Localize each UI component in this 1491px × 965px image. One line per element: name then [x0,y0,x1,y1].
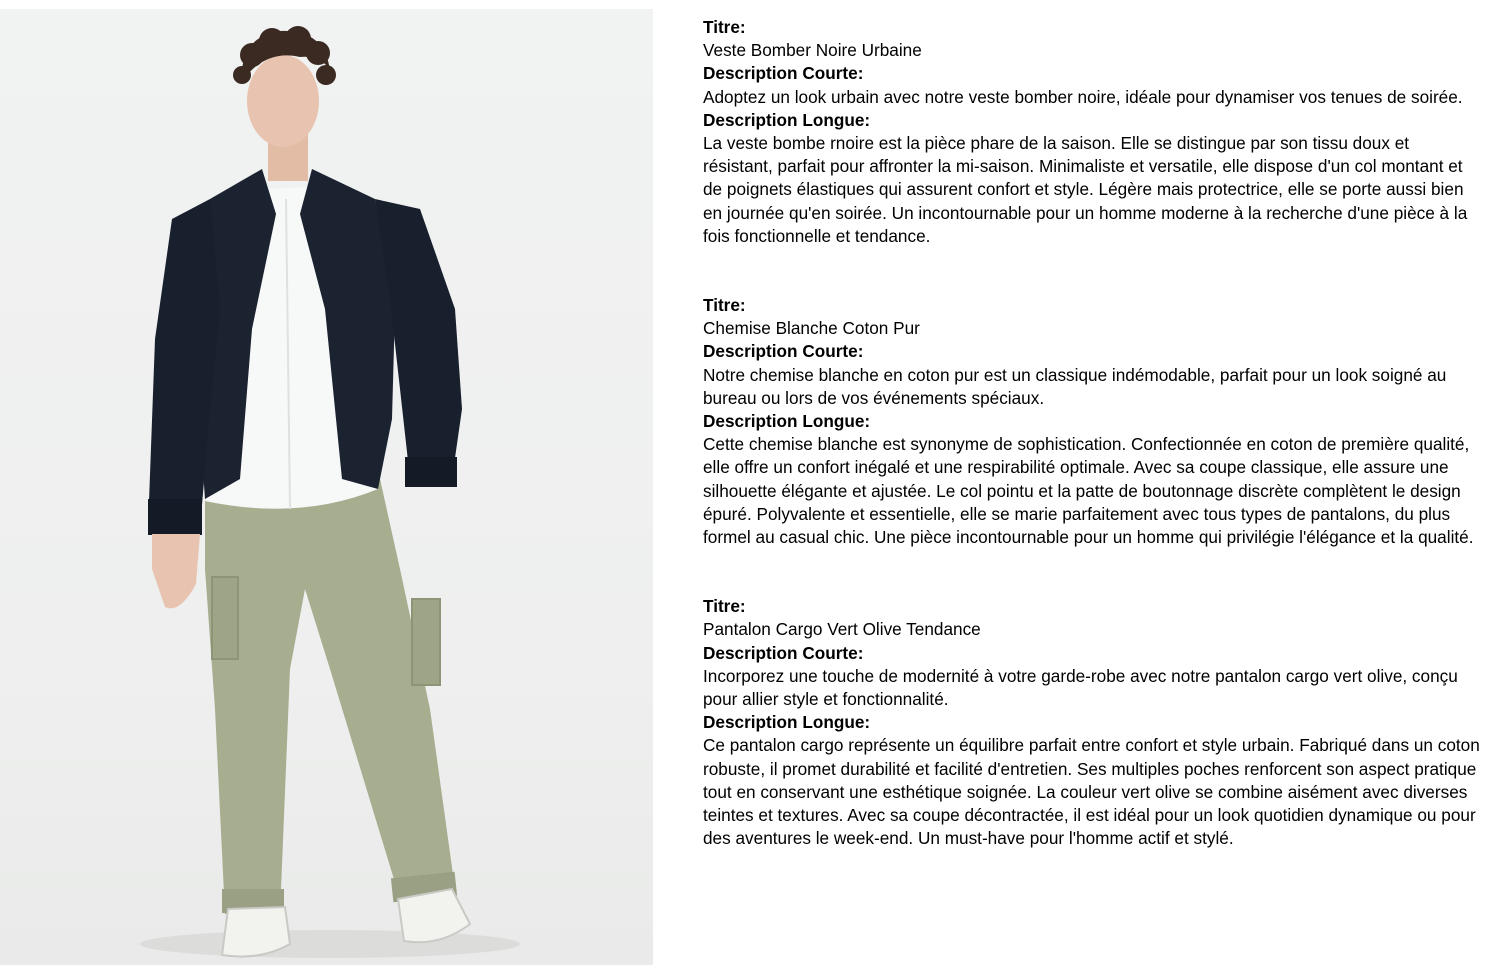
cargo-pocket-right [412,599,440,685]
product-block-pants [703,595,1481,850]
product-model-photo [0,9,653,965]
product-descriptions [703,16,1481,851]
long-description: Cette chemise blanche est synonyme de sophistication. Confectionnée en coton de première qualité, elle offre un confort inégalé et une respirabilité optimale. Avec sa coupe classique, elle assure une silhouette élégante et ajustée. Le col pointu et la patte de boutonnage discrète complètent le design épuré. Polyvalente et essentielle, elle se marie parfaitement avec tous types de pantalons, du plus formel au casual chic. Une pièce incontournable pour un homme qui privilégie l'élégance et la qualité. [703,434,1474,548]
short-description-label: Description Courte: [703,341,864,362]
cargo-pocket-left [212,577,238,659]
product-block-shirt [703,294,1481,549]
sleeve-cuff-left [148,499,202,535]
short-description: Adoptez un look urbain avec notre veste bomber noire, idéale pour dynamiser vos tenues de soirée. [703,86,1463,107]
hand-left [152,534,200,608]
product-block-jacket [703,16,1481,248]
product-title: Chemise Blanche Coton Pur [703,318,920,339]
title-label: Titre: [703,295,746,316]
product-title: Veste Bomber Noire Urbaine [703,40,922,61]
head [247,55,319,147]
long-description-label: Description Longue: [703,411,871,432]
sleeve-cuff-right [405,457,457,487]
floor-shadow [140,930,520,958]
title-label: Titre: [703,17,746,37]
short-description-label: Description Courte: [703,642,864,663]
long-description-label: Description Longue: [703,712,871,733]
pants-shape [205,479,457,914]
product-title: Pantalon Cargo Vert Olive Tendance [703,619,981,640]
long-description: Ce pantalon cargo représente un équilibre parfait entre confort et style urbain. Fabriqué dans un coton robuste, il promet durabilité et facilité d'entretien. Ses multiples poches renforcent son aspect pratique tout en conservant une esthétique soignée. La couleur vert olive se combine aisément avec diverses teintes et textures. Avec sa coupe décontractée, il est idéal pour un look quotidien dynamique ou pour des aventures le week-end. Un must-have pour l'homme actif et stylé. [703,735,1480,849]
short-description-label: Description Courte: [703,63,864,84]
long-description: La veste bombe rnoire est la pièce phare de la saison. Elle se distingue par son tissu doux et résistant, parfait pour affronter la mi-saison. Minimaliste et versatile, elle dispose d'un col montant et de poignets élastiques qui assurent confort et style. Légère mais protectrice, elle se porte aussi bien en journée qu'en soirée. Un incontournable pour un homme moderne à la recherche d'une pièce à la fois fonctionnelle et tendance. [703,133,1468,246]
model-illustration [0,9,653,965]
title-label: Titre: [703,596,746,617]
short-description: Notre chemise blanche en coton pur est un classique indémodable, parfait pour un look soigné au bureau ou lors de vos événements spéciaux. [703,364,1447,408]
long-description-label: Description Longue: [703,109,871,130]
short-description: Incorporez une touche de modernité à votre garde-robe avec notre pantalon cargo vert olive, conçu pour allier style et fonctionnalité. [703,665,1458,710]
